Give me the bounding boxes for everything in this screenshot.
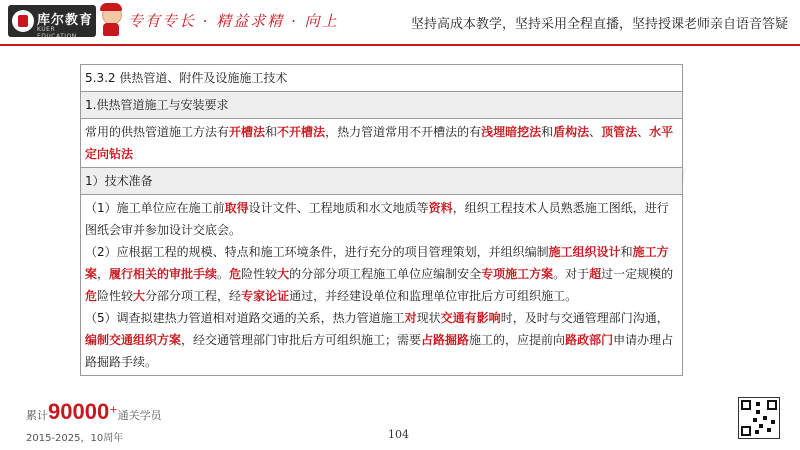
key-term: 超 [589,267,602,281]
key-term: 开槽法 [229,125,266,139]
text-run: 过一定规模的 [601,267,674,281]
key-term: 施工组织设计 [548,245,621,259]
section-title: 5.3.2 供热管道、附件及设施施工技术 [81,65,683,92]
key-term: 履行相关的审批手续 [109,267,218,281]
text-run: 险性较 [241,267,278,281]
count-number: 90000 [48,399,110,424]
key-term: 盾构法 [553,125,590,139]
text-run: 设计文件、工程地质和水文地质等 [248,201,429,215]
content-table [80,64,683,376]
text-run: （2）应根据工程的规模、特点和施工环境条件，进行充分的项目管理策划，并组织编制 [85,245,549,259]
key-term: 不开槽法 [277,125,326,139]
brand-logo [8,5,96,37]
key-term: 浅埋暗挖法 [481,125,542,139]
text-run: 申请办理占路掘路手续。 [85,333,674,369]
text-run: 常用的供热管道施工方法有 [85,125,230,139]
key-term: 水平定向钻法 [85,125,674,161]
key-term: 占路掘路 [421,333,470,347]
count-plus: + [109,404,118,416]
brand-name: 库尔教育 [37,13,94,28]
text-run: （5）调查拟建热力管道相对道路交通的关系，热力管道施工 [85,311,405,325]
key-term: 取得 [224,201,249,215]
text-run: 和 [620,245,633,259]
header-divider [0,44,800,46]
top-bar [0,0,800,44]
section-subtitle: 1.供热管道施工与安装要求 [81,92,683,119]
text-run: 通过，并经建设单位和监理单位审批后方可组织施工。 [289,289,578,303]
qr-code-icon [738,397,780,439]
brand-sub: KUER EDUCATION [37,26,77,37]
paragraph-2 [85,241,678,307]
mascot-icon [98,3,124,37]
key-term: 专家论证 [241,289,290,303]
text-run: 分部分项工程，经 [145,289,242,303]
text-run: ， [97,267,110,281]
slogan: 专有专长 · 精益求精 · 向上 [128,12,339,30]
count-label: 累计 [26,409,48,422]
key-term: 危 [85,289,98,303]
key-term: 专项施工方案 [481,267,554,281]
text-run: 。 [217,267,230,281]
text-run: ，热力管道常用不开槽法的有 [325,125,482,139]
paragraphs-cell [81,195,683,376]
text-run: 和 [541,125,554,139]
page-number: 104 [388,428,409,441]
key-term: 大 [277,267,290,281]
logo-mark-icon [12,10,34,32]
text-run: 、 [637,125,650,139]
text-run: ，组织工程技术人员熟悉施工图纸，进行图纸会审并参加设计交底会。 [85,201,669,237]
key-term: 顶管法 [601,125,638,139]
key-term: 施工方案 [85,245,669,281]
paragraph-3 [85,307,678,373]
text-run: 险性较 [97,289,134,303]
tagline: 坚持高成本教学，坚持采用全程直播，坚持授课老师亲自语音答疑 [410,17,788,32]
text-run: 。对于 [553,267,590,281]
key-term: 路政部门 [565,333,614,347]
text-run: 和 [265,125,278,139]
count-label-2: 通关学员 [117,409,162,422]
paragraph-1 [85,197,678,241]
text-run: 现状 [416,311,441,325]
text-run: ，经交通管理部门审批后方可组织施工；需要 [181,333,422,347]
sub-heading: 1）技术准备 [81,168,683,195]
text-run: 的分部分项工程施工单位应编制安全 [289,267,482,281]
methods-text [81,119,683,168]
key-term: 对 [404,311,417,325]
key-term: 编制交通组织方案 [85,333,182,347]
text-run: （1）施工单位应在施工前 [85,201,225,215]
key-term: 大 [133,289,146,303]
key-term: 资料 [428,201,453,215]
key-term: 交通有影响 [440,311,501,325]
key-term: 危 [229,267,242,281]
text-run: 施工的，应提前向 [469,333,566,347]
text-run: 、 [589,125,602,139]
student-count [26,399,162,425]
text-run: 时，及时与交通管理部门沟通， [500,311,669,325]
anniversary-text: 2015-2025，10周年 [26,433,124,444]
